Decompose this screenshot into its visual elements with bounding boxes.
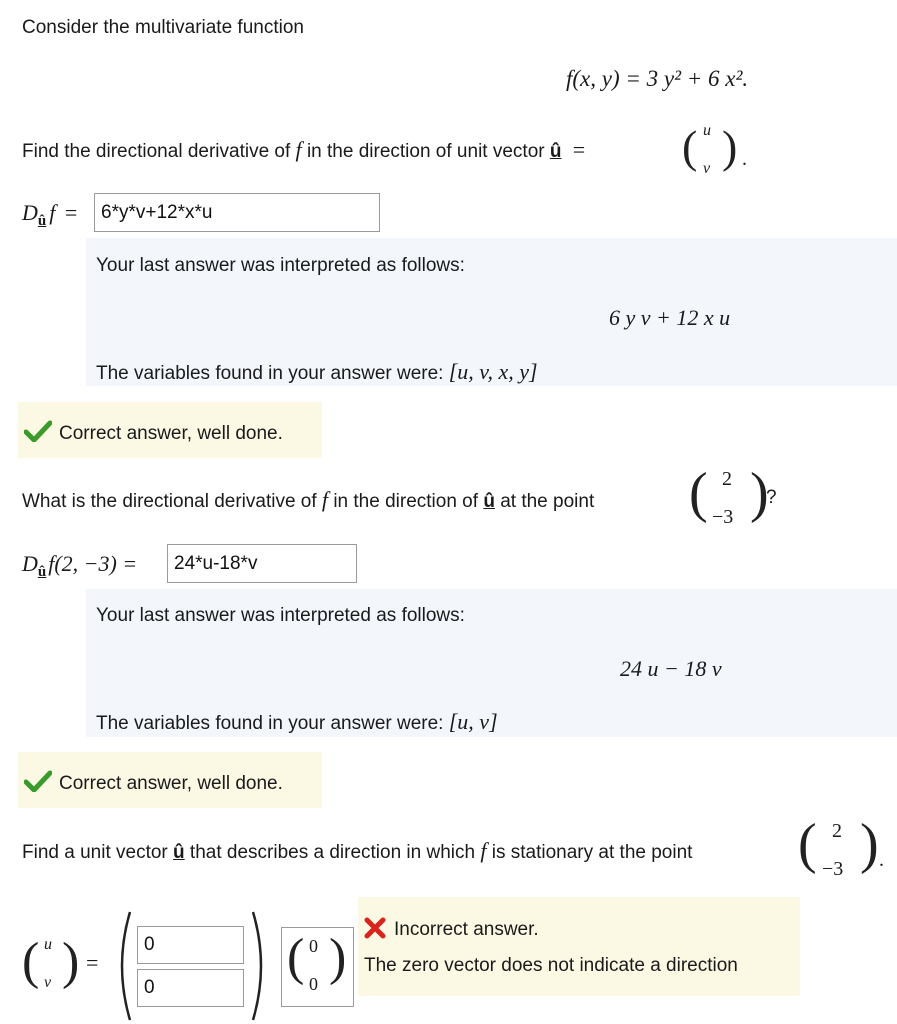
q2-vars-line: The variables found in your answer were: [u, v] — [96, 709, 498, 734]
q3-point-left-paren: ( — [798, 813, 817, 875]
q1-prompt: Find the directional derivative of f in the direction of unit vector û = — [22, 137, 586, 162]
q2-answer-label: $D_ûf(2$, −3) = — [22, 551, 138, 580]
q1-vars-line: The variables found in your answer were: [u, v, x, y] — [96, 359, 538, 384]
q3-preview-left-paren: ( — [287, 929, 305, 986]
q1-interp-expr: 6 y v + 12 x u — [609, 305, 731, 330]
q2-prompt: What is the directional derivative of f in the direction of û at the point — [22, 487, 595, 512]
q1-answer-label: $D_û$ f = — [22, 200, 78, 229]
q3-preview-right-paren: ) — [329, 929, 347, 986]
q3-input-bottom[interactable]: 0 — [137, 969, 244, 1007]
q1-answer-input[interactable]: 6*y*v+12*x*u — [94, 193, 380, 232]
q2-answer-input[interactable]: 24*u-18*v — [167, 544, 357, 583]
q2-interp-label: Your last answer was interpreted as follows: — [96, 605, 465, 626]
intro-text: Consider the multivariate function — [22, 17, 304, 38]
q3-uv-left-paren: ( — [22, 933, 40, 990]
q3-matrix-left-bracket — [108, 910, 136, 1022]
q3-input-top[interactable]: 0 — [137, 926, 244, 964]
function-equation: f(x, y) = 3 y² + 6 x². — [566, 66, 749, 91]
q3-preview-bottom: 0 — [309, 974, 318, 994]
q3-uv-top: u — [44, 936, 52, 953]
q3-uv-bottom: v — [44, 974, 52, 991]
q3-prompt: Find a unit vector û that describes a direction in which f is stationary at the point — [22, 838, 693, 863]
cross-icon — [364, 917, 386, 939]
check-icon — [24, 420, 52, 442]
q1-vector-bottom: v — [703, 160, 711, 177]
q2-question-mark: ? — [766, 487, 777, 508]
q3-point-bottom: −3 — [822, 858, 844, 880]
q2-point-right-paren: ) — [750, 462, 769, 524]
q3-uv-right-paren: ) — [62, 933, 80, 990]
q2-interp-expr: 24 u − 18 v — [620, 656, 722, 681]
q3-feedback-box — [358, 897, 800, 996]
check-icon — [24, 770, 52, 792]
q1-period: . — [742, 148, 747, 170]
q2-point-top: 2 — [722, 468, 732, 490]
q3-period: . — [879, 849, 884, 871]
q3-point-top: 2 — [832, 820, 842, 842]
q3-equals: = — [86, 950, 99, 975]
q1-interp-label: Your last answer was interpreted as follows: — [96, 255, 465, 276]
q2-feedback-text: Correct answer, well done. — [59, 773, 283, 794]
q3-feedback-detail: The zero vector does not indicate a direction — [364, 955, 738, 976]
q1-vector-right-paren: ) — [722, 121, 738, 172]
q3-feedback-title: Incorrect answer. — [394, 919, 539, 940]
q1-vector-top: u — [703, 122, 711, 139]
q1-feedback-text: Correct answer, well done. — [59, 423, 283, 444]
q1-vector-left-paren: ( — [682, 121, 698, 172]
q3-preview-top: 0 — [309, 936, 318, 956]
q2-point-left-paren: ( — [689, 462, 708, 524]
q2-point-bottom: −3 — [712, 506, 734, 528]
q3-matrix-right-bracket — [247, 910, 275, 1022]
q3-point-right-paren: ) — [860, 813, 879, 875]
